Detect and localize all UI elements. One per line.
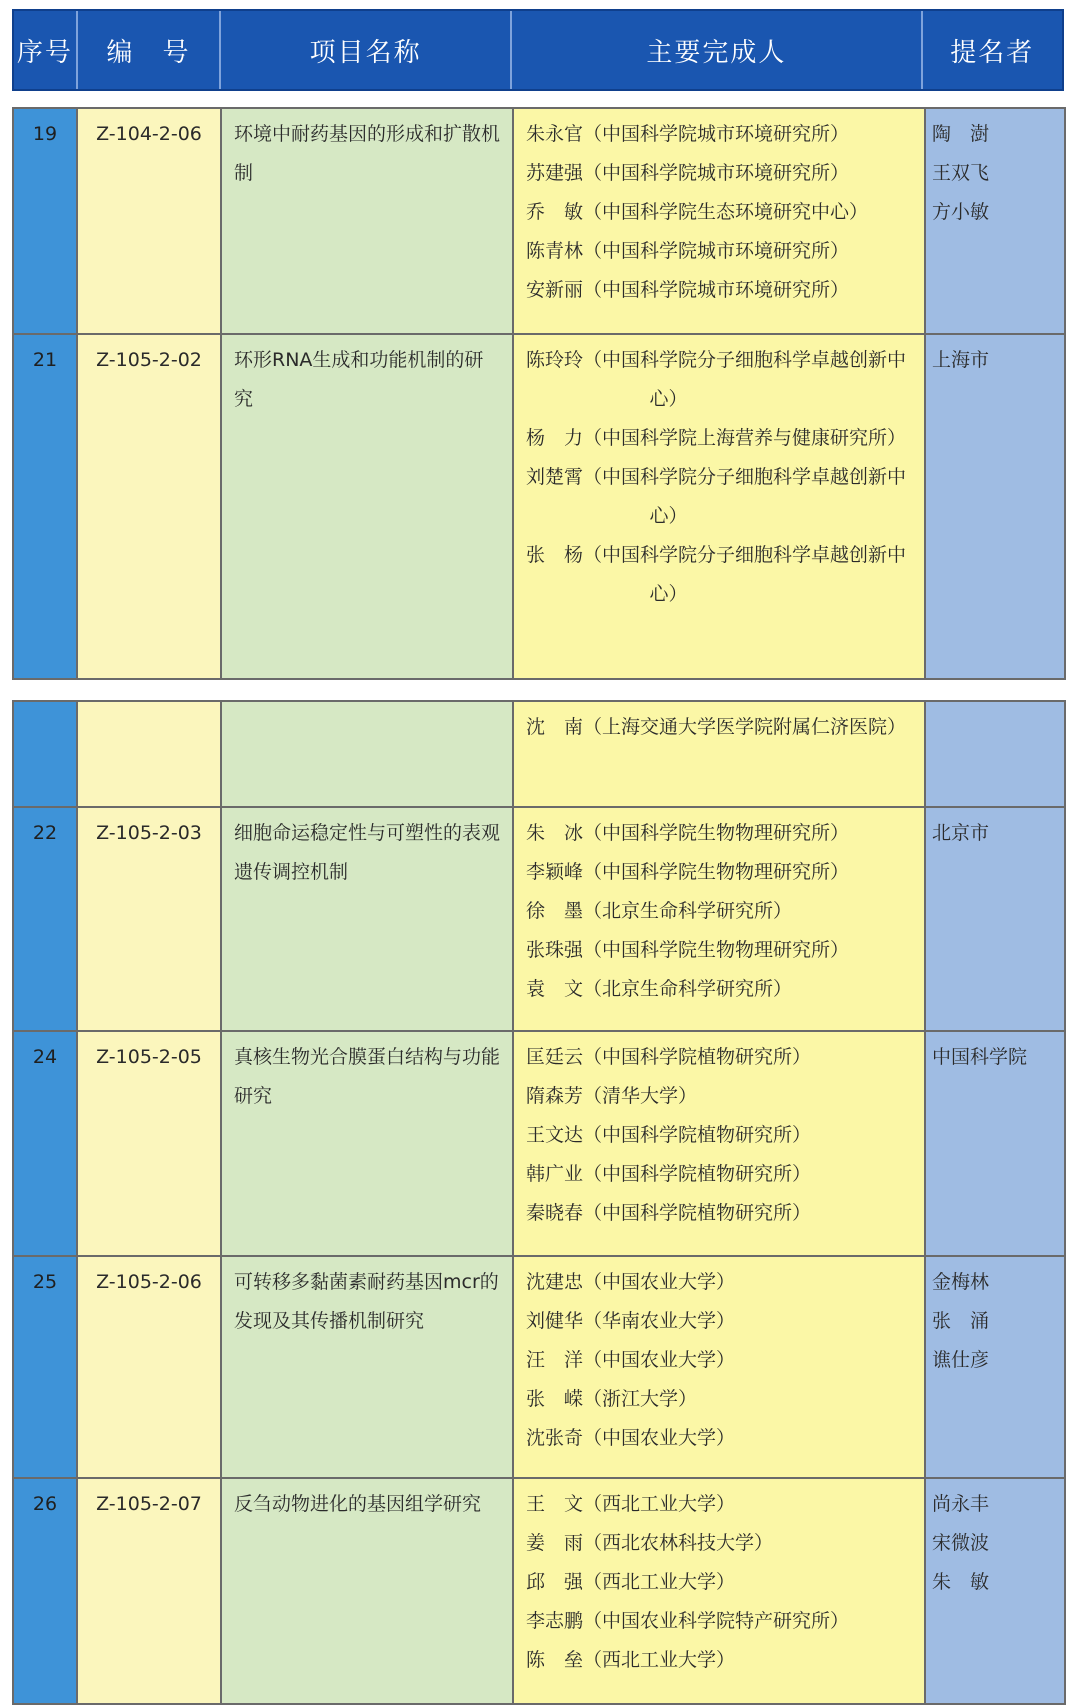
contributor: 秦晓春（中国科学院植物研究所）: [526, 1202, 812, 1224]
header-code: 编 号: [78, 11, 221, 89]
nominator: 陶 澍: [932, 123, 990, 145]
contributor: 张 杨（中国科学院分子细胞科学卓越创新中心）: [526, 544, 907, 605]
code-cell: Z-105-2-02: [77, 334, 221, 679]
contributor: 乔 敏（中国科学院生态环境研究中心）: [526, 201, 869, 223]
seq-cell: 22: [13, 807, 77, 1031]
contributors-cell: [513, 1256, 925, 1478]
nominator-cell: [925, 807, 1065, 1031]
code-cell: Z-105-2-06: [77, 1256, 221, 1478]
code-cell: Z-104-2-06: [77, 108, 221, 334]
project-name-cell: 可转移多黏菌素耐药基因mcr的发现及其传播机制研究: [221, 1256, 513, 1478]
contributors-cell: [513, 1031, 925, 1256]
seq-cell: 24: [13, 1031, 77, 1256]
table-block-1: [12, 107, 1066, 680]
code-cell: [77, 701, 221, 807]
project-name-cell: 环形RNA生成和功能机制的研究: [221, 334, 513, 679]
code-cell: Z-105-2-05: [77, 1031, 221, 1256]
nominator: 谯仕彦: [932, 1349, 990, 1371]
table-row: [13, 108, 1065, 334]
nominator: 朱 敏: [932, 1571, 990, 1593]
nominator: 方小敏: [932, 201, 990, 223]
contributor: 刘健华（华南农业大学）: [526, 1310, 736, 1332]
table-row: [13, 1478, 1065, 1704]
header-nominator: 提名者: [950, 37, 1035, 68]
contributor: 安新丽（中国科学院城市环境研究所）: [526, 279, 850, 301]
project-name-cell: [221, 701, 513, 807]
contributor: 张珠强（中国科学院生物物理研究所）: [526, 939, 850, 961]
seq-cell: 26: [13, 1478, 77, 1704]
project-name-cell: 反刍动物进化的基因组学研究: [221, 1478, 513, 1704]
header-main-contributors: 主要完成人: [512, 11, 922, 89]
table-row: [13, 334, 1065, 679]
seq-cell: 19: [13, 108, 77, 334]
nominator-cell: [925, 1031, 1065, 1256]
contributor: 袁 文（北京生命科学研究所）: [526, 978, 793, 1000]
contributor: 杨 力（中国科学院上海营养与健康研究所）: [526, 427, 907, 449]
contributor: 苏建强（中国科学院城市环境研究所）: [526, 162, 850, 184]
table-block-2: [12, 700, 1066, 1705]
table-header: [12, 9, 1064, 91]
contributor: 王文达（中国科学院植物研究所）: [526, 1124, 812, 1146]
code-cell: Z-105-2-03: [77, 807, 221, 1031]
contributor: 匡廷云（中国科学院植物研究所）: [526, 1046, 812, 1068]
contributor: 陈 垒（西北工业大学）: [526, 1649, 736, 1671]
nominator-cell: [925, 701, 1065, 807]
table-row: [13, 807, 1065, 1031]
nominator: 宋微波: [932, 1532, 990, 1554]
nominator-cell: [925, 108, 1065, 334]
contributors-cell: [513, 701, 925, 807]
contributor: 沈张奇（中国农业大学）: [526, 1427, 736, 1449]
contributor: 沈 南（上海交通大学医学院附属仁济医院）: [526, 716, 907, 738]
nominator-cell: [925, 334, 1065, 679]
nominator: 北京市: [932, 822, 990, 844]
code-cell: Z-105-2-07: [77, 1478, 221, 1704]
contributor: 汪 洋（中国农业大学）: [526, 1349, 736, 1371]
contributor: 王 文（西北工业大学）: [526, 1493, 736, 1515]
table-row: [13, 701, 1065, 807]
nominator: 王双飞: [932, 162, 990, 184]
table-row: [13, 1031, 1065, 1256]
nominator: 尚永丰: [932, 1493, 990, 1515]
table-row: [13, 1256, 1065, 1478]
nominator: 上海市: [932, 349, 990, 371]
nominator-cell: [925, 1478, 1065, 1704]
nominator-cell: [925, 1256, 1065, 1478]
nominator: 中国科学院: [932, 1046, 1028, 1068]
contributor: 沈建忠（中国农业大学）: [526, 1271, 736, 1293]
contributor: 韩广业（中国科学院植物研究所）: [526, 1163, 812, 1185]
contributor: 刘楚霄（中国科学院分子细胞科学卓越创新中心）: [526, 466, 907, 527]
contributors-cell: [513, 807, 925, 1031]
project-name-cell: 真核生物光合膜蛋白结构与功能研究: [221, 1031, 513, 1256]
seq-cell: 21: [13, 334, 77, 679]
contributor: 徐 墨（北京生命科学研究所）: [526, 900, 793, 922]
nominator: 金梅林: [932, 1271, 990, 1293]
header-project-name: 项目名称: [221, 11, 512, 89]
contributor: 陈青林（中国科学院城市环境研究所）: [526, 240, 850, 262]
contributors-cell: [513, 1478, 925, 1704]
contributors-cell: [513, 334, 925, 679]
project-name-cell: 细胞命运稳定性与可塑性的表观遗传调控机制: [221, 807, 513, 1031]
contributor: 姜 雨（西北农林科技大学）: [526, 1532, 774, 1554]
contributors-cell: [513, 108, 925, 334]
contributor: 李颖峰（中国科学院生物物理研究所）: [526, 861, 850, 883]
seq-cell: 25: [13, 1256, 77, 1478]
contributor: 李志鹏（中国农业科学院特产研究所）: [526, 1610, 850, 1632]
contributor: 陈玲玲（中国科学院分子细胞科学卓越创新中心）: [526, 349, 907, 410]
contributor: 朱永官（中国科学院城市环境研究所）: [526, 123, 850, 145]
header-seq: 序号: [14, 11, 78, 89]
contributor: 张 嵘（浙江大学）: [526, 1388, 698, 1410]
contributor: 朱 冰（中国科学院生物物理研究所）: [526, 822, 850, 844]
project-name-cell: 环境中耐药基因的形成和扩散机制: [221, 108, 513, 334]
seq-cell: [13, 701, 77, 807]
contributor: 邱 强（西北工业大学）: [526, 1571, 736, 1593]
nominator: 张 涌: [932, 1310, 990, 1332]
contributor: 隋森芳（清华大学）: [526, 1085, 698, 1107]
